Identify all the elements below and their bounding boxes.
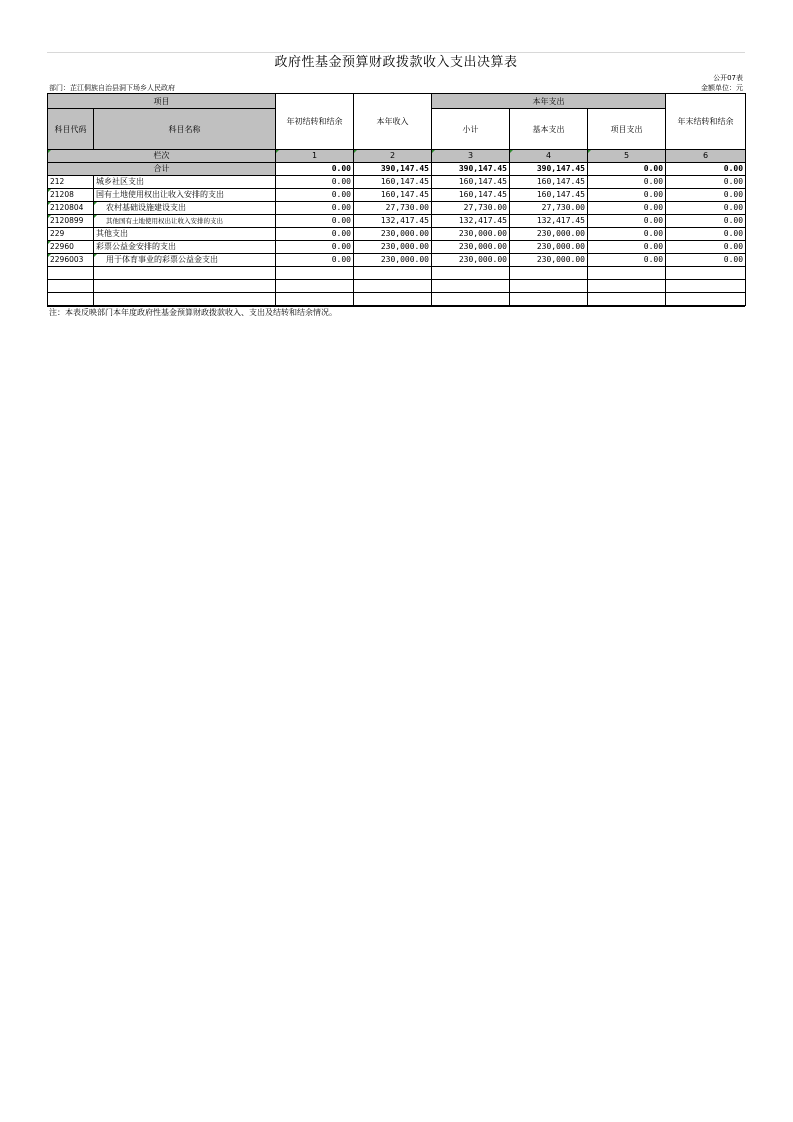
total-row [48,163,746,176]
row-value: 0.00 [588,176,666,189]
row-value: 0.00 [666,228,746,241]
row-value: 160,147.45 [510,176,588,189]
meta-row [47,83,745,93]
row-value: 0.00 [588,254,666,267]
header-begin-balance: 年初结转和结余 [276,94,354,150]
total-label: 合计 [48,163,276,176]
row-value: 230,000.00 [432,254,510,267]
row-code: 212 [48,176,94,189]
header-code: 科目代码 [48,109,94,150]
column-number: 1 [276,150,354,163]
row-value: 160,147.45 [432,176,510,189]
row-value: 0.00 [666,215,746,228]
row-value: 0.00 [666,241,746,254]
table-row [48,241,746,254]
row-value: 230,000.00 [510,228,588,241]
column-number: 5 [588,150,666,163]
row-name: 其他国有土地使用权出让收入安排的支出 [94,215,276,228]
header-income: 本年收入 [354,94,432,150]
row-value: 160,147.45 [354,176,432,189]
row-value: 0.00 [588,228,666,241]
row-name: 国有土地使用权出让收入安排的支出 [94,189,276,202]
total-cell: 0.00 [276,163,354,176]
report-title: 政府性基金预算财政拨款收入支出决算表 [47,52,745,73]
total-cell: 0.00 [588,163,666,176]
table-row [48,176,746,189]
row-value: 27,730.00 [510,202,588,215]
header-expense: 本年支出 [432,94,666,109]
row-value: 27,730.00 [432,202,510,215]
row-value: 230,000.00 [354,241,432,254]
row-value: 160,147.45 [354,189,432,202]
row-value: 0.00 [666,202,746,215]
budget-table [47,93,746,306]
row-name: 用于体育事业的彩票公益金支出 [94,254,276,267]
table-number: 公开07表 [713,74,743,82]
table-row [48,202,746,215]
row-code: 229 [48,228,94,241]
row-value: 230,000.00 [354,254,432,267]
unit-label: 金额单位：元 [701,84,743,92]
row-value: 230,000.00 [510,254,588,267]
row-value: 0.00 [666,189,746,202]
header-item: 项目 [48,94,276,109]
row-code: 2296003 [48,254,94,267]
department-label: 部门：芷江侗族自治县洞下场乡人民政府 [49,84,175,92]
row-value: 160,147.45 [510,189,588,202]
row-value: 0.00 [276,241,354,254]
row-value: 27,730.00 [354,202,432,215]
row-value: 132,417.45 [510,215,588,228]
row-name: 彩票公益金安排的支出 [94,241,276,254]
row-value: 0.00 [588,241,666,254]
report-sheet [47,52,745,319]
row-value: 132,417.45 [354,215,432,228]
row-value: 0.00 [588,215,666,228]
empty-row [48,280,746,293]
total-cell: 390,147.45 [354,163,432,176]
total-cell: 390,147.45 [510,163,588,176]
row-value: 0.00 [276,176,354,189]
row-value: 230,000.00 [354,228,432,241]
row-value: 0.00 [666,176,746,189]
row-code: 22960 [48,241,94,254]
header-subtotal: 小计 [432,109,510,150]
column-number: 3 [432,150,510,163]
header-end-balance: 年末结转和结余 [666,94,746,150]
row-value: 132,417.45 [432,215,510,228]
row-value: 0.00 [588,189,666,202]
total-cell: 0.00 [666,163,746,176]
footnote: 注：本表反映部门本年度政府性基金预算财政拨款收入、支出及结转和结余情况。 [47,306,745,319]
row-name: 农村基础设施建设支出 [94,202,276,215]
row-name: 城乡社区支出 [94,176,276,189]
header-project: 项目支出 [588,109,666,150]
row-value: 160,147.45 [432,189,510,202]
total-cell: 390,147.45 [432,163,510,176]
row-value: 0.00 [276,202,354,215]
header-basic: 基本支出 [510,109,588,150]
row-value: 230,000.00 [510,241,588,254]
row-value: 230,000.00 [432,228,510,241]
table-row [48,189,746,202]
column-index-label: 栏次 [48,150,276,163]
row-code: 21208 [48,189,94,202]
empty-row [48,293,746,306]
row-value: 0.00 [666,254,746,267]
header-name: 科目名称 [94,109,276,150]
column-number: 6 [666,150,746,163]
row-code: 2120804 [48,202,94,215]
column-number: 4 [510,150,588,163]
row-value: 0.00 [276,228,354,241]
row-value: 0.00 [588,202,666,215]
empty-row [48,267,746,280]
row-value: 0.00 [276,254,354,267]
row-value: 0.00 [276,189,354,202]
table-row [48,215,746,228]
row-code: 2120899 [48,215,94,228]
row-value: 0.00 [276,215,354,228]
table-row [48,228,746,241]
table-row [48,254,746,267]
row-value: 230,000.00 [432,241,510,254]
column-number: 2 [354,150,432,163]
row-name: 其他支出 [94,228,276,241]
